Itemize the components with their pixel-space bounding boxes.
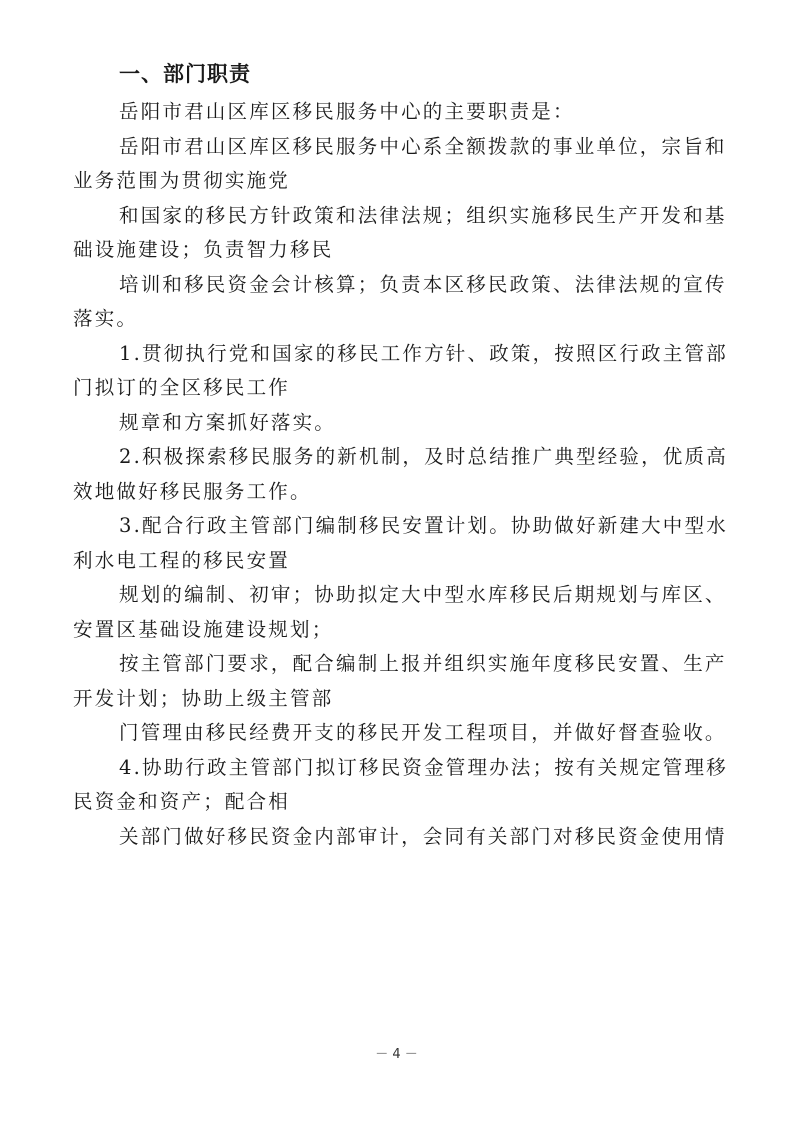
text-line: 门管理由移民经费开支的移民开发工程项目，并做好督查验收。 (119, 721, 727, 744)
text-line: 落实。 (73, 307, 139, 330)
text-line: 4.协助行政主管部门拟订移民资金管理办法；按有关规定管理移 (119, 755, 728, 779)
text-line: 3.配合行政主管部门编制移民安置计划。协助做好新建大中型水 (119, 514, 728, 537)
text-line: 1.贯彻执行党和国家的移民工作方针、政策，按照区行政主管部 (119, 341, 728, 365)
text-line: 利水电工程的移民安置 (73, 548, 291, 572)
text-line: 岳阳市君山区库区移民服务中心的主要职责是： (119, 100, 575, 123)
text-line: 规划的编制、初审；协助拟定大中型水库移民后期规划与库区、 (119, 583, 727, 606)
text-line: 培训和移民资金会计核算；负责本区移民政策、法律法规的宣传 (119, 272, 727, 296)
body-text (73, 95, 728, 854)
text-line: 和国家的移民方针政策和法律法规；组织实施移民生产开发和基 (119, 203, 727, 227)
text-line: 民资金和资产；配合相 (73, 790, 291, 813)
section-heading: 一、部门职责 (119, 62, 251, 86)
text-line: 2.积极探索移民服务的新机制，及时总结推广典型经验，优质高 (119, 445, 728, 468)
page-number: － 4 － (375, 1047, 418, 1062)
text-line: 按主管部门要求，配合编制上报并组织实施年度移民安置、生产 (119, 652, 727, 675)
text-line: 规章和方案抓好落实。 (119, 410, 337, 434)
text-line: 安置区基础设施建设规划； (73, 617, 334, 641)
text-line: 门拟订的全区移民工作 (73, 376, 291, 399)
text-line: 岳阳市君山区库区移民服务中心系全额拨款的事业单位，宗旨和 (119, 134, 727, 158)
text-line: 效地做好移民服务工作。 (73, 479, 312, 503)
text-line: 础设施建设；负责智力移民 (73, 238, 334, 261)
text-line: 开发计划；协助上级主管部 (73, 686, 334, 710)
text-line: 关部门做好移民资金内部审计，会同有关部门对移民资金使用情 (119, 824, 727, 848)
text-line: 业务范围为贯彻实施党 (73, 169, 291, 192)
